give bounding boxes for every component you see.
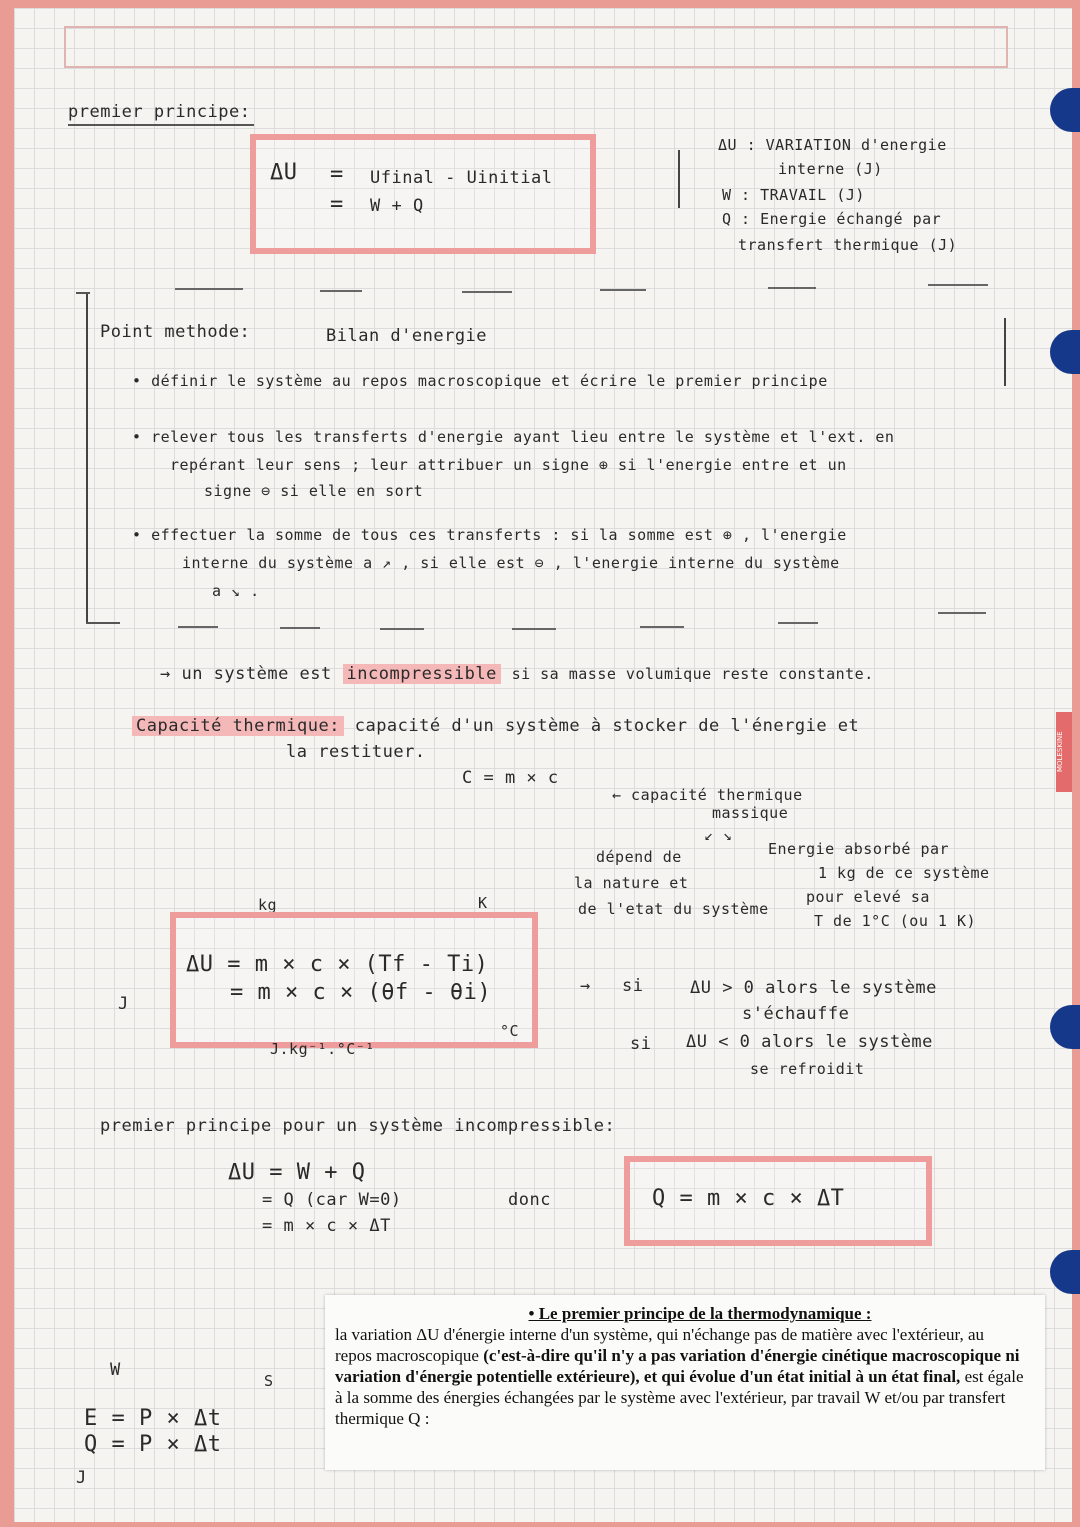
energy-text: Energie absorbé par: [768, 840, 950, 858]
frame-line: [86, 292, 88, 622]
bullet-2: • relever tous les transferts d'energie ayant lieu entre le système et l'ext. en: [132, 428, 895, 446]
incomp-line: = m × c × ΔT: [262, 1216, 391, 1236]
bullet-3-line: interne du système a ↗ , si elle est ⊖ , l'energie interne du système: [182, 554, 840, 572]
mass-note: ← capacité thermique: [612, 786, 803, 804]
cond-text: s'échauffe: [742, 1004, 850, 1024]
dash: [778, 622, 818, 624]
frame-line: [76, 292, 90, 294]
equals: =: [330, 162, 344, 187]
mass-note: massique: [712, 804, 789, 822]
j-label: J: [118, 994, 129, 1014]
dash: [768, 287, 816, 289]
energy-text: 1 kg de ce système: [818, 864, 990, 882]
equals: =: [330, 192, 344, 217]
incomp-line: ΔU = W + Q: [228, 1160, 366, 1185]
power-line: E = P × Δt: [84, 1406, 222, 1431]
depend-text: de l'etat du système: [578, 900, 769, 918]
dash: [380, 628, 424, 630]
incomp-title: premier principe pour un système incompressible:: [100, 1116, 616, 1136]
depend-text: dépend de: [596, 848, 682, 866]
formula-line: ΔU = m × c × (Tf - Ti): [186, 952, 489, 977]
dash: [600, 289, 646, 291]
cond-si: si: [630, 1034, 652, 1054]
capacite-def2: la restituer.: [286, 742, 426, 762]
dash: [928, 284, 988, 286]
first-principle-box: [250, 134, 596, 254]
donc-label: donc: [508, 1190, 551, 1210]
dash: [280, 627, 320, 629]
energy-text: T de 1°C (ou 1 K): [814, 912, 977, 930]
incompressible-highlight: incompressible: [343, 664, 501, 684]
cond-si: si: [622, 976, 644, 996]
dash: [938, 612, 986, 614]
legend-line: Q : Energie échangé par: [722, 210, 942, 228]
method-title: Bilan d'energie: [326, 326, 488, 346]
formula-line: = m × c × (θf - θi): [230, 980, 492, 1005]
delta-u: ΔU: [270, 160, 298, 185]
legend-line: transfert thermique (J): [738, 236, 958, 254]
legend-line: interne (J): [778, 160, 883, 178]
cond-text: ΔU < 0 alors le système: [686, 1032, 933, 1052]
bullet-1: • définir le système au repos macroscopique et écrire le premier principe: [132, 372, 828, 390]
capacite-line: Capacité thermique: capacité d'un système à stocker de l'énergie et: [132, 716, 859, 736]
dash: [320, 290, 362, 292]
frame-line: [86, 622, 120, 624]
legend-line: W : TRAVAIL (J): [722, 186, 865, 204]
energy-text: pour elevé sa: [806, 888, 930, 906]
printed-title: • Le premier principe de la thermodynamique :: [528, 1304, 872, 1323]
kg-label: kg: [258, 896, 278, 914]
k-label: K: [478, 894, 488, 912]
cond-text: ΔU > 0 alors le système: [690, 978, 937, 998]
frame-line: [1004, 318, 1006, 386]
power-s: S: [264, 1372, 274, 1390]
dash: [178, 626, 218, 628]
header-box: [64, 26, 1008, 68]
w-plus-q: W + Q: [370, 196, 424, 216]
bullet-3: • effectuer la somme de tous ces transferts : si la somme est ⊕ , l'energie: [132, 526, 847, 544]
depend-text: la nature et: [574, 874, 689, 892]
u-final-initial: Ufinal - Uinitial: [370, 168, 553, 188]
capacite-highlight: Capacité thermique:: [132, 716, 344, 736]
unit-label: J.kg⁻¹.°C⁻¹: [270, 1040, 375, 1058]
dash: [175, 288, 243, 290]
result-formula: Q = m × c × ΔT: [652, 1186, 845, 1211]
printed-body: la variation ΔU d'énergie interne d'un système, qui n'échange pas de matière avec l'extérieur, au repos macroscopique (c'est-à-dire qu'il n'y a pas variation d'énergie cinétique macroscopique ni variation d'énergie potentielle extérieure), et qui évolue d'un état initial à un état final, est égale à la somme des énergies échangées par le système avec l'extérieur, par travail W et/ou par transfert thermique Q :: [335, 1325, 1024, 1428]
divider-line: [678, 150, 680, 208]
power-j: J: [76, 1468, 87, 1488]
legend-line: ΔU : VARIATION d'energie: [718, 136, 947, 154]
dash: [462, 291, 512, 293]
brand-label: MOLESKINE: [1056, 712, 1072, 792]
branch-arrows: ↙ ↘: [704, 826, 733, 844]
method-label: Point methode:: [100, 322, 251, 342]
dash: [512, 628, 556, 630]
incompressible-line: → un système est incompressible si sa masse volumique reste constante.: [160, 664, 874, 684]
bullet-3-line: a ↘ .: [212, 582, 260, 600]
capacite-formula: C = m × c: [462, 768, 559, 788]
bullet-2-line: signe ⊖ si elle en sort: [204, 482, 424, 500]
printed-definition: [335, 1303, 1025, 1429]
degc-label: °C: [500, 1022, 520, 1040]
power-w: W: [110, 1360, 121, 1380]
title-underline: [68, 124, 254, 126]
cond-arrow: →: [580, 976, 591, 996]
power-line: Q = P × Δt: [84, 1432, 222, 1457]
bullet-2-line: repérant leur sens ; leur attribuer un signe ⊕ si l'energie entre et un: [170, 456, 847, 474]
section-title: premier principe:: [68, 102, 251, 122]
dash: [640, 626, 684, 628]
cond-text: se refroidit: [750, 1060, 865, 1078]
incomp-line: = Q (car W=0): [262, 1190, 402, 1210]
